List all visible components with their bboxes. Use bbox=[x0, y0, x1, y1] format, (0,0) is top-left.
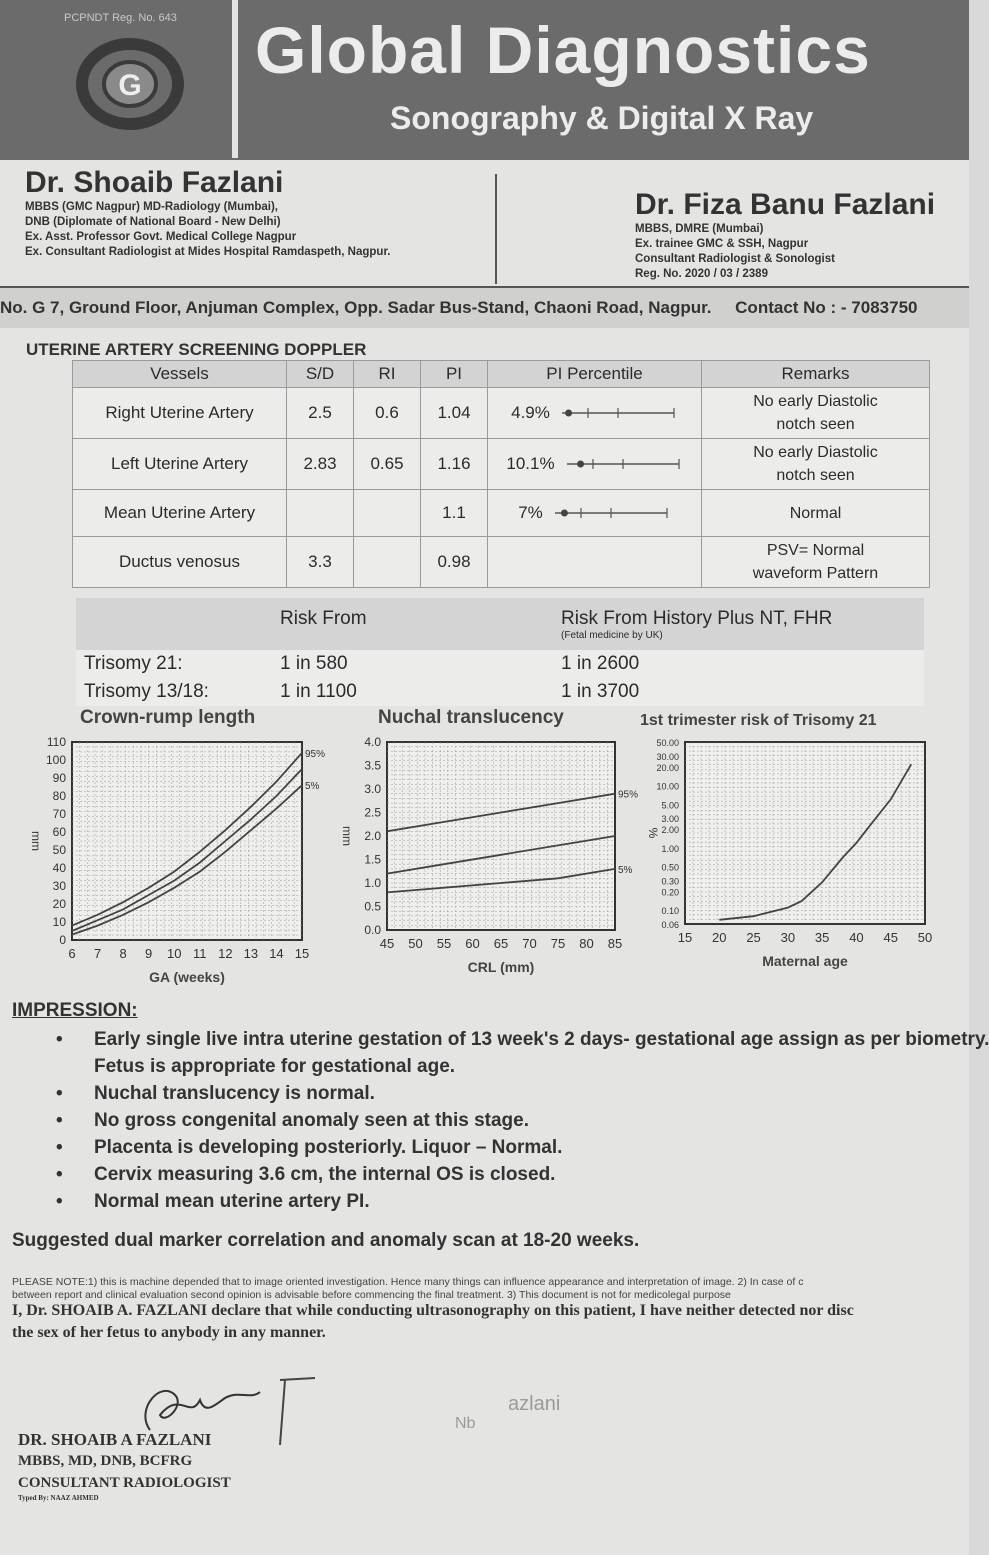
risk-value: 1 in 580 bbox=[272, 650, 553, 678]
list-item bbox=[50, 1026, 989, 1080]
remark-line: waveform Pattern bbox=[752, 565, 879, 582]
risk-value: 1 in 1100 bbox=[272, 678, 553, 706]
col-pi: PI bbox=[421, 361, 488, 388]
doctor-primary-qualifications bbox=[25, 200, 391, 260]
list-item: • Nuchal translucency is normal. bbox=[50, 1080, 970, 1107]
y-tick-label: 40 bbox=[52, 861, 66, 875]
table-row bbox=[73, 490, 930, 537]
y-tick-label: 60 bbox=[52, 825, 66, 839]
y-tick-label: 30 bbox=[52, 879, 66, 893]
x-tick-label: 10 bbox=[166, 946, 182, 961]
list-item: • Normal mean uterine artery PI. bbox=[50, 1188, 970, 1215]
y-tick-label: 1.00 bbox=[661, 843, 679, 854]
declaration-line: I, Dr. SHOAIB A. FAZLANI declare that while conducting ultrasonography on this patient, I have neither detected nor disc bbox=[12, 1302, 854, 1319]
x-tick-label: 20 bbox=[712, 930, 727, 945]
x-tick-label: 85 bbox=[607, 936, 623, 951]
pi-cell: 1.1 bbox=[421, 490, 488, 537]
qual-line: Ex. trainee GMC & SSH, Nagpur bbox=[635, 238, 809, 250]
percentile-dot bbox=[577, 461, 584, 468]
x-tick-label: 50 bbox=[917, 930, 933, 945]
col-risk-history-note: (Fetal medicine by UK) bbox=[561, 630, 663, 641]
risk-chart-title: 1st trimester risk of Trisomy 21 bbox=[640, 712, 877, 729]
qual-line: DNB (Diplomate of National Board - New Delhi) bbox=[25, 216, 281, 228]
qual-line: Ex. Consultant Radiologist at Mides Hospital Ramdaspeth, Nagpur. bbox=[25, 246, 391, 258]
note-line: between report and clinical evaluation second opinion is advisable before commencing the final treatment. 3) This document is not for medicolegal purpose bbox=[12, 1289, 731, 1301]
y-axis-label: mm bbox=[340, 826, 354, 846]
remark-line: notch seen bbox=[776, 416, 855, 433]
y-tick-label: 80 bbox=[52, 789, 66, 803]
declaration-line: the sex of her fetus to anybody in any manner. bbox=[12, 1324, 326, 1341]
sd-cell: 2.5 bbox=[287, 388, 354, 439]
doppler-table bbox=[72, 360, 930, 588]
x-axis-label: CRL (mm) bbox=[467, 959, 535, 975]
x-tick-label: 25 bbox=[746, 930, 761, 945]
y-tick-label: 4.0 bbox=[364, 735, 381, 749]
x-tick-label: 14 bbox=[269, 946, 284, 961]
y-tick-label: 20 bbox=[52, 897, 66, 911]
percentile-dot bbox=[565, 410, 572, 417]
table-row bbox=[76, 650, 924, 678]
y-tick-label: 0.30 bbox=[661, 876, 679, 887]
vessel-cell: Right Uterine Artery bbox=[73, 388, 287, 439]
crl-chart-title: Crown-rump length bbox=[80, 707, 256, 728]
y-tick-label: 0 bbox=[59, 933, 66, 947]
qual-line: Ex. Asst. Professor Govt. Medical College Nagpur bbox=[25, 231, 297, 243]
ri-cell: 0.6 bbox=[354, 388, 421, 439]
trisomy-label: Trisomy 21: bbox=[76, 650, 272, 678]
x-tick-label: 11 bbox=[193, 946, 207, 961]
letterhead bbox=[0, 0, 969, 160]
suggestion-text: Suggested dual marker correlation and anomaly scan at 18-20 weeks. bbox=[12, 1230, 640, 1251]
y-tick-label: 50 bbox=[52, 843, 66, 857]
col-vessels: Vessels bbox=[73, 361, 287, 388]
doctor-secondary-name: Dr. Fiza Banu Fazlani bbox=[635, 188, 936, 221]
x-tick-label: 7 bbox=[93, 946, 102, 961]
doctor-secondary bbox=[635, 188, 935, 282]
y-tick-label: 3.0 bbox=[364, 782, 381, 796]
y-axis-label: % bbox=[646, 827, 660, 839]
contact-text: Contact No : - 7083750 bbox=[735, 298, 918, 317]
y-tick-label: 1.0 bbox=[364, 876, 381, 890]
y-tick-label: 0.0 bbox=[364, 923, 381, 937]
note-line: PLEASE NOTE:1) this is machine depended that to image oriented investigation. Hence many things can influence appearance and interpretation of image. 2) In case of c bbox=[12, 1276, 804, 1288]
impression-list bbox=[50, 1026, 989, 1215]
table-header-row bbox=[76, 598, 924, 650]
y-tick-label: 0.10 bbox=[661, 906, 679, 917]
x-tick-label: 12 bbox=[218, 946, 233, 961]
doctor-primary-name: Dr. Shoaib Fazlani bbox=[25, 166, 284, 199]
y-tick-label: 110 bbox=[46, 735, 66, 749]
ri-cell bbox=[354, 490, 421, 537]
x-tick-label: 45 bbox=[379, 936, 395, 951]
remark-line: No early Diastolic bbox=[753, 393, 878, 410]
qual-line: MBBS (GMC Nagpur) MD-Radiology (Mumbai), bbox=[25, 201, 278, 213]
table-header-row bbox=[73, 361, 930, 388]
percentile-cell bbox=[488, 490, 702, 537]
y-tick-label: 3.5 bbox=[364, 758, 381, 773]
table-row bbox=[76, 678, 924, 706]
y-tick-label: 10.00 bbox=[656, 781, 679, 792]
y-tick-label: 2.0 bbox=[364, 829, 381, 843]
nt-chart-title: Nuchal translucency bbox=[378, 707, 564, 728]
list-item: • No gross congenital anomaly seen at this stage. bbox=[50, 1107, 970, 1134]
impression-text: • Early single live intra uterine gestation of 13 week's 2 days- gestational age assign as per biometry. bbox=[94, 1029, 989, 1050]
x-tick-label: 50 bbox=[408, 936, 423, 951]
address-bar bbox=[0, 286, 969, 328]
trisomy-label: Trisomy 13/18: bbox=[76, 678, 272, 706]
y-tick-label: 70 bbox=[52, 807, 66, 821]
remarks-cell bbox=[702, 439, 930, 490]
impression-text: Fetus is appropriate for gestational age. bbox=[94, 1056, 456, 1077]
y-tick-label: 3.00 bbox=[661, 814, 679, 825]
series-label: 95% bbox=[305, 748, 326, 760]
remark-line: Normal bbox=[789, 504, 842, 522]
x-tick-label: 15 bbox=[677, 930, 693, 945]
pi-cell: 0.98 bbox=[421, 537, 488, 588]
x-tick-label: 8 bbox=[119, 946, 127, 961]
x-axis-label: Maternal age bbox=[762, 953, 848, 969]
sd-cell: 3.3 bbox=[287, 537, 354, 588]
risk-value: 1 in 3700 bbox=[553, 678, 924, 706]
x-tick-label: 80 bbox=[579, 936, 594, 951]
table-row bbox=[73, 537, 930, 588]
table-row bbox=[73, 439, 930, 490]
x-tick-label: 55 bbox=[436, 936, 452, 951]
percentile-marker bbox=[558, 406, 678, 420]
x-tick-label: 30 bbox=[780, 930, 796, 945]
doctor-secondary-qualifications bbox=[635, 222, 935, 282]
y-tick-label: 50.00 bbox=[656, 738, 679, 748]
x-tick-label: 40 bbox=[849, 930, 864, 945]
x-tick-label: 45 bbox=[883, 930, 898, 945]
y-tick-label: 10 bbox=[52, 915, 66, 929]
signatory-qualifications: MBBS, MD, DNB, BCFRG bbox=[18, 1453, 193, 1469]
vessel-cell: Ductus venosus bbox=[73, 537, 287, 588]
percentile-cell bbox=[488, 388, 702, 439]
signatory-name: DR. SHOAIB A FAZLANI bbox=[18, 1430, 212, 1449]
header-divider bbox=[495, 174, 497, 284]
percentile-marker bbox=[563, 457, 683, 471]
impression-heading: IMPRESSION: bbox=[12, 1000, 138, 1021]
sd-cell: 2.83 bbox=[287, 439, 354, 490]
col-remarks: Remarks bbox=[702, 361, 930, 388]
series-label: 5% bbox=[305, 781, 320, 793]
y-axis-label: mm bbox=[29, 831, 43, 851]
logo-panel bbox=[0, 0, 238, 158]
remarks-cell bbox=[702, 537, 930, 588]
y-tick-label: 1.5 bbox=[364, 852, 381, 867]
percentile-value: 4.9% bbox=[511, 403, 550, 422]
percentile-marker bbox=[551, 506, 671, 520]
y-tick-label: 2.5 bbox=[364, 805, 381, 820]
table-row bbox=[73, 388, 930, 439]
brand-subtitle: Sonography & Digital X Ray bbox=[390, 100, 814, 136]
y-tick-label: 0.50 bbox=[661, 862, 679, 873]
trisomy-risk-table bbox=[76, 598, 924, 706]
signatory-role: CONSULTANT RADIOLOGIST bbox=[18, 1475, 231, 1491]
registration-number: PCPNDT Reg. No. 643 bbox=[64, 12, 177, 24]
sd-cell bbox=[287, 490, 354, 537]
brand-name: Global Diagnostics bbox=[255, 13, 871, 87]
risk-value: 1 in 2600 bbox=[553, 650, 924, 678]
col-ri: RI bbox=[354, 361, 421, 388]
remark-line: No early Diastolic bbox=[753, 444, 878, 461]
x-tick-label: 65 bbox=[493, 936, 509, 951]
series-label: 5% bbox=[618, 864, 633, 876]
doppler-title: UTERINE ARTERY SCREENING DOPPLER bbox=[26, 340, 367, 359]
y-tick-label: 20.00 bbox=[656, 762, 679, 773]
doctor-primary bbox=[25, 166, 391, 260]
signature-block bbox=[18, 1430, 231, 1502]
faded-stamp-initials: Nb bbox=[455, 1415, 476, 1432]
percentile-cell bbox=[488, 439, 702, 490]
remarks-cell bbox=[702, 490, 930, 537]
y-tick-label: 0.5 bbox=[364, 899, 381, 914]
y-tick-label: 2.00 bbox=[661, 825, 679, 836]
nt-chart bbox=[335, 730, 639, 985]
vessel-cell: Left Uterine Artery bbox=[73, 439, 287, 490]
list-item: • Cervix measuring 3.6 cm, the internal OS is closed. bbox=[50, 1161, 970, 1188]
percentile-cell bbox=[488, 537, 702, 588]
typed-by: Typed By: NAAZ AHMED bbox=[18, 1494, 99, 1502]
address-text: No. G 7, Ground Floor, Anjuman Complex, Opp. Sadar Bus-Stand, Chaoni Road, Nagpur. bbox=[0, 298, 712, 317]
g-logo-icon bbox=[80, 38, 180, 128]
percentile-dot bbox=[561, 510, 568, 517]
y-tick-label: 0.20 bbox=[661, 887, 679, 898]
percentile-value: 10.1% bbox=[506, 454, 555, 473]
faded-stamp-name: azlani bbox=[508, 1393, 561, 1415]
qual-line: Reg. No. 2020 / 03 / 2389 bbox=[635, 268, 768, 280]
x-axis-label: GA (weeks) bbox=[149, 969, 225, 985]
y-tick-label: 100 bbox=[45, 753, 66, 767]
x-tick-label: 35 bbox=[814, 930, 830, 945]
list-item: • Placenta is developing posteriorly. Liquor – Normal. bbox=[50, 1134, 970, 1161]
qual-line: MBBS, DMRE (Mumbai) bbox=[635, 223, 764, 235]
x-tick-label: 9 bbox=[145, 946, 153, 961]
col-risk-history-label: Risk From History Plus NT, FHR bbox=[561, 608, 833, 629]
disclaimer-note bbox=[12, 1276, 972, 1302]
y-tick-label: 30.00 bbox=[656, 751, 679, 762]
y-tick-label: 90 bbox=[52, 771, 66, 785]
x-tick-label: 6 bbox=[68, 946, 76, 961]
pcpndt-declaration bbox=[12, 1300, 972, 1344]
svg-text:G: G bbox=[118, 69, 142, 102]
col-empty bbox=[76, 598, 272, 650]
y-tick-label: 5.00 bbox=[661, 800, 679, 811]
x-tick-label: 13 bbox=[243, 946, 259, 961]
risk-chart bbox=[635, 730, 969, 980]
col-pi-percentile: PI Percentile bbox=[488, 361, 702, 388]
series-label: 95% bbox=[618, 789, 639, 801]
x-tick-label: 70 bbox=[522, 936, 537, 951]
vessel-cell: Mean Uterine Artery bbox=[73, 490, 287, 537]
y-tick-label: 0.06 bbox=[661, 920, 679, 930]
remark-line: PSV= Normal bbox=[766, 542, 865, 559]
remark-line: notch seen bbox=[776, 467, 855, 484]
crl-chart bbox=[20, 730, 340, 995]
pi-cell: 1.16 bbox=[421, 439, 488, 490]
x-tick-label: 60 bbox=[465, 936, 480, 951]
qual-line: Consultant Radiologist & Sonologist bbox=[635, 253, 835, 265]
col-risk-history bbox=[553, 598, 924, 650]
percentile-value: 7% bbox=[518, 503, 543, 522]
x-tick-label: 15 bbox=[294, 946, 310, 961]
ri-cell bbox=[354, 537, 421, 588]
remarks-cell bbox=[702, 388, 930, 439]
col-sd: S/D bbox=[287, 361, 354, 388]
x-tick-label: 75 bbox=[550, 936, 566, 951]
pi-cell: 1.04 bbox=[421, 388, 488, 439]
ri-cell: 0.65 bbox=[354, 439, 421, 490]
col-risk-from: Risk From bbox=[272, 598, 553, 650]
